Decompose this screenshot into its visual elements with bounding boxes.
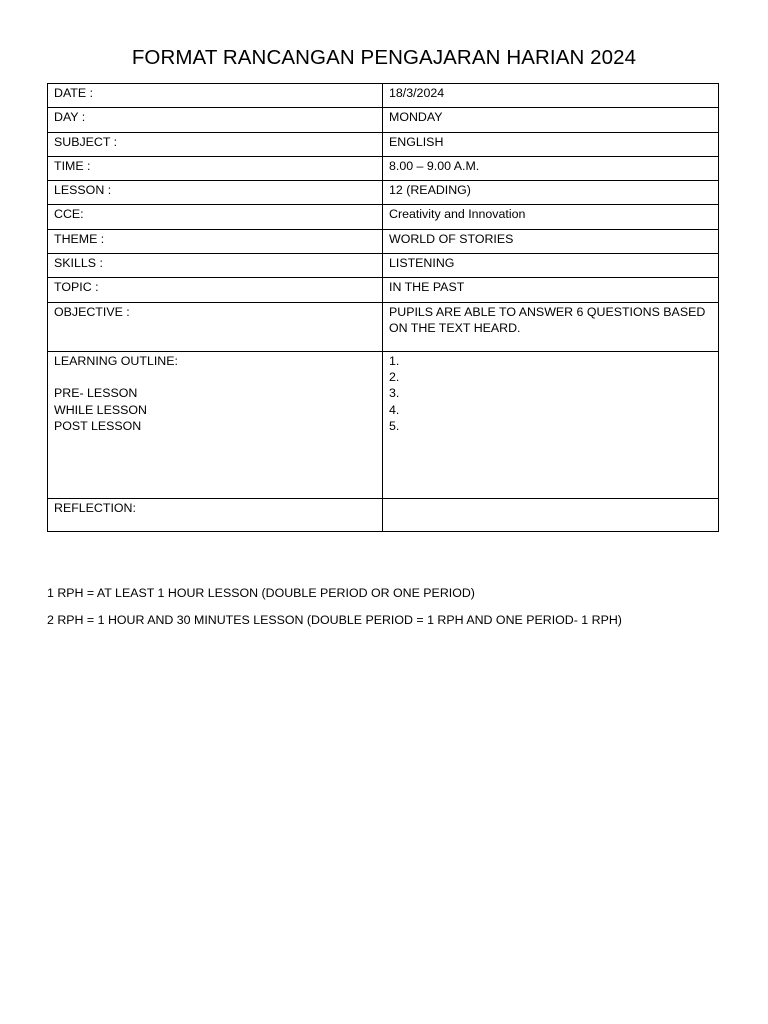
table-row-date — [48, 84, 719, 108]
row-value: MONDAY — [383, 108, 719, 132]
table-row-subject — [48, 132, 719, 156]
step-number: 2. — [389, 369, 400, 384]
row-value: 18/3/2024 — [383, 84, 719, 108]
row-label: OBJECTIVE : — [48, 302, 383, 351]
table-row-theme — [48, 229, 719, 253]
table-row-objective — [48, 302, 719, 351]
row-label: LESSON : — [48, 181, 383, 205]
row-value: WORLD OF STORIES — [383, 229, 719, 253]
table-row-reflection — [48, 498, 719, 531]
note-one-rph: 1 RPH = AT LEAST 1 HOUR LESSON (DOUBLE PERIOD OR ONE PERIOD) — [47, 586, 475, 600]
step-number: 4. — [389, 402, 400, 417]
row-value: 8.00 – 9.00 A.M. — [383, 156, 719, 180]
reflection-value — [383, 498, 719, 531]
step-number: 5. — [389, 418, 400, 433]
learning-outline-cell — [48, 351, 383, 498]
table-row-lesson — [48, 181, 719, 205]
row-value: ENGLISH — [383, 132, 719, 156]
table-row-skills — [48, 254, 719, 278]
row-label: DATE : — [48, 84, 383, 108]
stage-pre-lesson: PRE- LESSON — [54, 386, 138, 401]
row-label: TOPIC : — [48, 278, 383, 302]
row-label: TIME : — [48, 156, 383, 180]
row-value: Creativity and Innovation — [383, 205, 719, 229]
row-value: 12 (READING) — [383, 181, 719, 205]
page-title: FORMAT RANCANGAN PENGAJARAN HARIAN 2024 — [131, 46, 637, 69]
note-two-rph: 2 RPH = 1 HOUR AND 30 MINUTES LESSON (DOUBLE PERIOD = 1 RPH AND ONE PERIOD- 1 RPH) — [47, 613, 622, 627]
row-label: SUBJECT : — [48, 132, 383, 156]
row-label: SKILLS : — [48, 254, 383, 278]
table-row-cce — [48, 205, 719, 229]
row-label: REFLECTION: — [48, 498, 383, 531]
table-row-day — [48, 108, 719, 132]
stage-while-lesson: WHILE LESSON — [54, 402, 147, 417]
row-label: CCE: — [48, 205, 383, 229]
objective-text: PUPILS ARE ABLE TO ANSWER 6 QUESTIONS BASED ON THE TEXT HEARD. — [383, 302, 719, 351]
lesson-plan-table — [47, 83, 719, 532]
table-row-time — [48, 156, 719, 180]
table-row-topic — [48, 278, 719, 302]
step-number: 1. — [389, 353, 400, 368]
row-label: LEARNING OUTLINE: — [54, 353, 178, 368]
row-value: LISTENING — [383, 254, 719, 278]
stage-post-lesson: POST LESSON — [54, 418, 142, 433]
step-number: 3. — [389, 386, 400, 401]
row-label: DAY : — [48, 108, 383, 132]
row-label: THEME : — [48, 229, 383, 253]
learning-steps-cell — [383, 351, 719, 498]
table-row-learning-outline — [48, 351, 719, 498]
row-value: IN THE PAST — [383, 278, 719, 302]
